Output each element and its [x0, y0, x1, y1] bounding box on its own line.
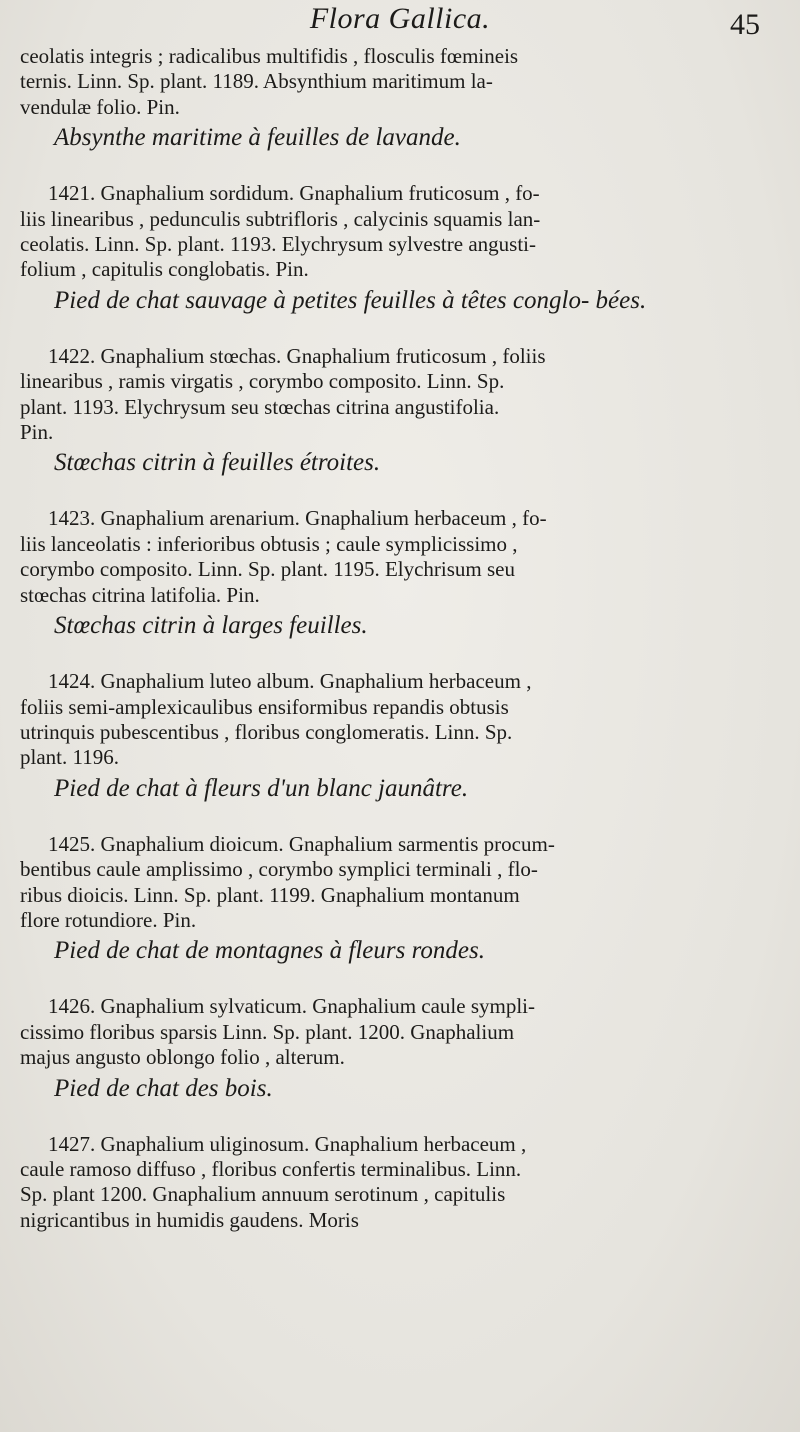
latin-line: linearibus , ramis virgatis , corymbo composito. Linn. Sp.	[20, 369, 505, 394]
latin-line: flore rotundiore. Pin.	[20, 907, 197, 932]
latin-description	[20, 506, 732, 608]
latin-line: corymbo composito. Linn. Sp. plant. 1195. Elychrisum seu	[20, 557, 516, 582]
continued-entry	[20, 44, 732, 153]
latin-line: liis linearibus , pedunculis subtrifloris , calycinis squamis lan-	[20, 206, 541, 231]
latin-line: vendulæ folio. Pin.	[20, 94, 180, 119]
latin-line: liis lanceolatis : inferioribus obtusis ; caule symplicissimo ,	[20, 531, 518, 556]
latin-line: foliis semi-amplexicaulibus ensiformibus repandis obtusis	[20, 694, 509, 719]
latin-line: stœchas citrina latifolia. Pin.	[20, 582, 260, 607]
species-entry-1427	[20, 1132, 732, 1234]
latin-line: Pin.	[20, 420, 54, 445]
latin-line: 1427. Gnaphalium uliginosum. Gnaphalium herbaceum ,	[48, 1131, 527, 1156]
latin-description	[20, 832, 732, 934]
species-entry-1425	[20, 832, 732, 967]
french-name: Pied de chat à fleurs d'un blanc jaunâtre.	[54, 774, 469, 802]
latin-line: 1423. Gnaphalium arenarium. Gnaphalium herbaceum , fo-	[48, 506, 547, 531]
latin-line: caule ramoso diffuso , floribus confertis terminalibus. Linn.	[20, 1156, 522, 1181]
latin-description	[20, 44, 732, 120]
latin-line: ribus dioicis. Linn. Sp. plant. 1199. Gnaphalium montanum	[20, 882, 520, 907]
french-name: Pied de chat des bois.	[54, 1074, 273, 1102]
page-body	[20, 44, 732, 1233]
latin-line: Sp. plant 1200. Gnaphalium annuum serotinum , capitulis	[20, 1182, 506, 1207]
latin-line: ceolatis. Linn. Sp. plant. 1193. Elychrysum sylvestre angusti-	[20, 232, 536, 257]
french-name: Stœchas citrin à larges feuilles.	[54, 612, 368, 640]
french-name: Pied de chat sauvage à petites feuilles à têtes conglo- bées.	[54, 286, 647, 314]
french-name: Stœchas citrin à feuilles étroites.	[54, 449, 381, 477]
species-entry-1422	[20, 344, 732, 479]
latin-line: ternis. Linn. Sp. plant. 1189. Absynthium maritimum la-	[20, 69, 493, 94]
latin-line: 1425. Gnaphalium dioicum. Gnaphalium sarmentis procum-	[48, 831, 555, 856]
french-name: Absynthe maritime à feuilles de lavande.	[54, 124, 461, 152]
latin-description	[20, 1132, 732, 1234]
latin-line: utrinquis pubescentibus , floribus conglomeratis. Linn. Sp.	[20, 719, 513, 744]
latin-line: 1421. Gnaphalium sordidum. Gnaphalium fruticosum , fo-	[48, 181, 540, 206]
latin-line: 1422. Gnaphalium stœchas. Gnaphalium fruticosum , foliis	[48, 343, 546, 368]
latin-line: plant. 1193. Elychrysum seu stœchas citrina angustifolia.	[20, 394, 500, 419]
page-number: 45	[730, 8, 760, 41]
species-entry-1423	[20, 506, 732, 641]
running-header: Flora Gallica.	[309, 2, 491, 35]
latin-description	[20, 344, 732, 446]
latin-line: majus angusto oblongo folio , alterum.	[20, 1045, 345, 1070]
latin-line: plant. 1196.	[20, 745, 119, 770]
latin-line: ceolatis integris ; radicalibus multifidis , flosculis fœmineis	[20, 44, 519, 68]
latin-description	[20, 181, 732, 283]
latin-line: 1424. Gnaphalium luteo album. Gnaphalium herbaceum ,	[48, 669, 532, 694]
species-entry-1424	[20, 669, 732, 804]
latin-line: nigricantibus in humidis gaudens. Moris	[20, 1207, 359, 1232]
latin-description	[20, 994, 732, 1070]
species-entry-1421	[20, 181, 732, 316]
latin-line: 1426. Gnaphalium sylvaticum. Gnaphalium caule sympli-	[48, 994, 535, 1019]
latin-description	[20, 669, 732, 771]
latin-line: cissimo floribus sparsis Linn. Sp. plant. 1200. Gnaphalium	[20, 1019, 515, 1044]
latin-line: folium , capitulis conglobatis. Pin.	[20, 257, 309, 282]
french-name: Pied de chat de montagnes à fleurs rondes.	[54, 937, 485, 965]
latin-line: bentibus caule amplissimo , corymbo symplici terminali , flo-	[20, 857, 538, 882]
species-entry-1426	[20, 994, 732, 1103]
